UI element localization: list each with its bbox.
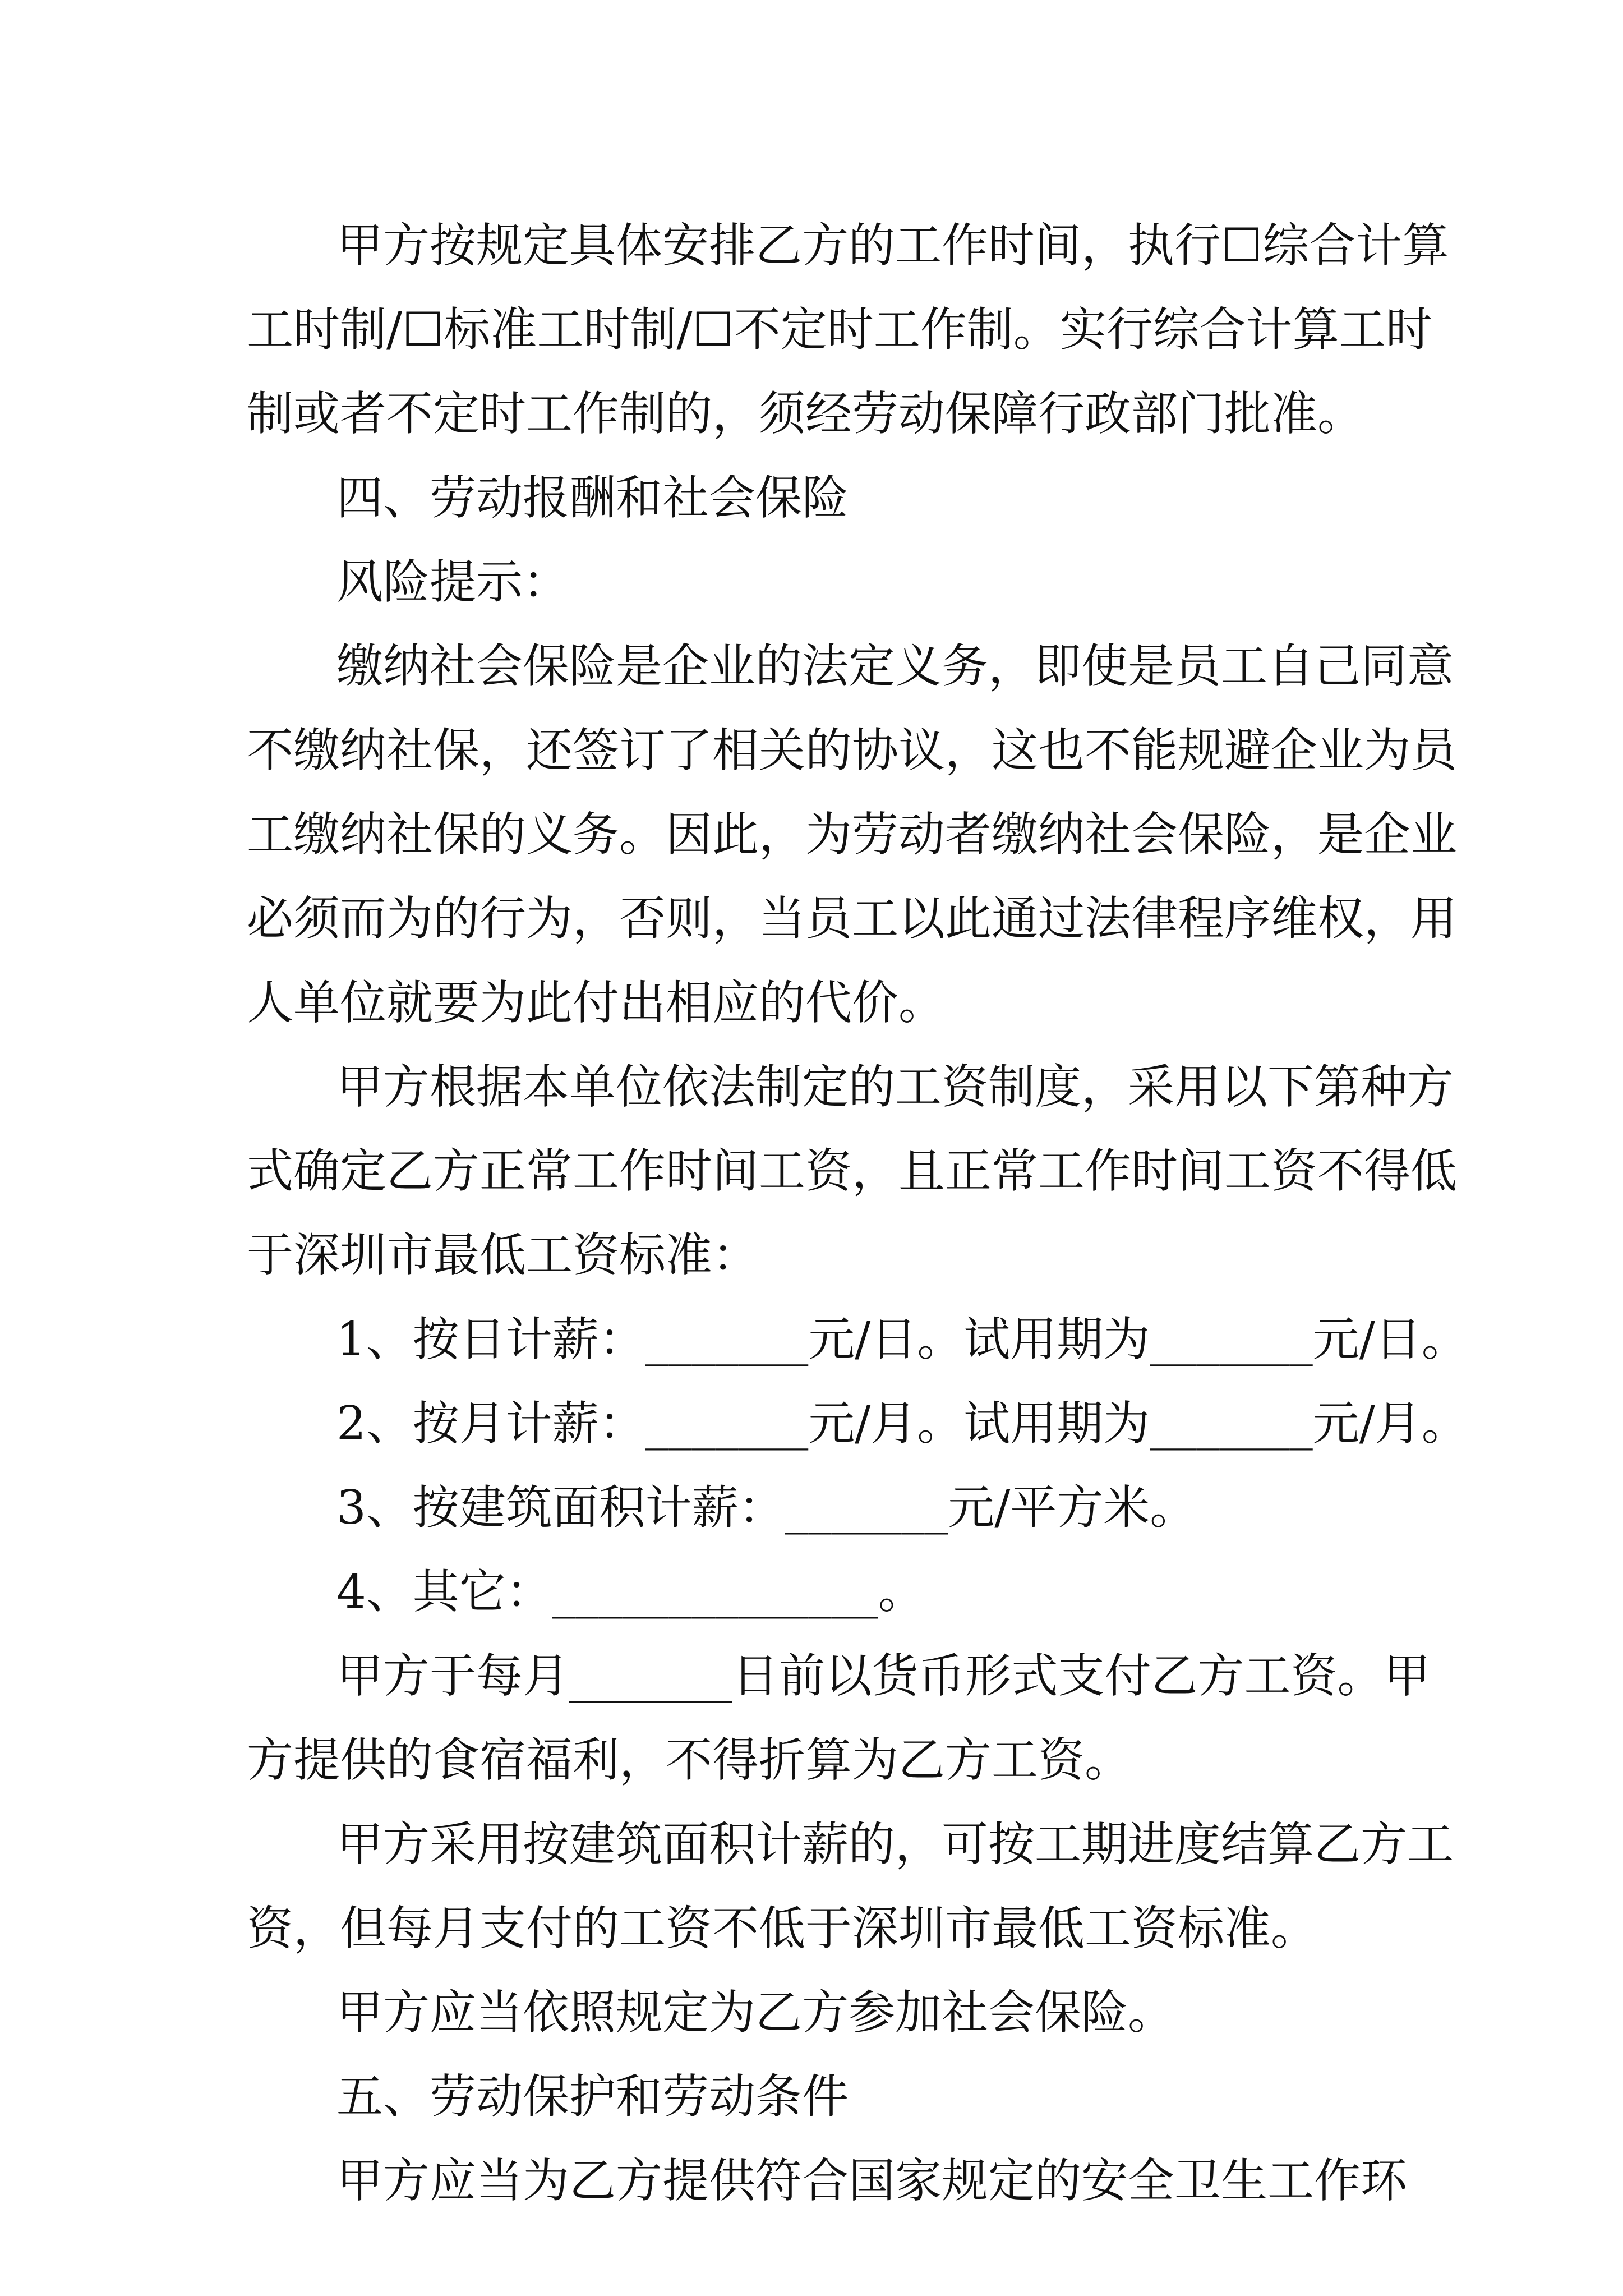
paragraph-wage-system-line-3: 于深圳市最低工资标准：: [247, 1228, 759, 1282]
paragraph-risk-line-1: 缴纳社会保险是企业的法定义务，即使是员工自己同意: [336, 639, 1454, 693]
section-heading-labor-protection: 五、劳动保护和劳动条件: [336, 2069, 849, 2124]
paragraph-area-pay-line-1: 甲方采用按建筑面积计薪的，可按工期进度结算乙方工: [336, 1817, 1454, 1871]
paragraph-working-hours-line-3: 制或者不定时工作制的，须经劳动保障行政部门批准。: [247, 386, 1364, 441]
paragraph-labor-protection-line-1: 甲方应当为乙方提供符合国家规定的安全卫生工作环: [336, 2154, 1407, 2208]
wage-option-monthly: 2、按月计薪：_______元/月。试用期为_______元/月。: [336, 1396, 1468, 1451]
paragraph-social-insurance: 甲方应当依照规定为乙方参加社会保险。: [336, 1985, 1174, 2040]
paragraph-working-hours-line-1: 甲方按规定具体安排乙方的工作时间，执行☐综合计算: [336, 218, 1449, 273]
paragraph-risk-line-4: 必须而为的行为，否则，当员工以此通过法律程序维权，用: [247, 891, 1457, 946]
paragraph-working-hours-line-2: 工时制/☐标准工时制/☐不定时工作制。实行综合计算工时: [247, 302, 1432, 357]
section-heading-remuneration: 四、劳动报酬和社会保险: [336, 471, 849, 525]
paragraph-wage-system-line-2: 式确定乙方正常工作时间工资，且正常工作时间工资不得低: [247, 1144, 1457, 1198]
wage-option-area: 3、按建筑面积计薪：_______元/平方米。: [336, 1480, 1197, 1535]
paragraph-risk-line-3: 工缴纳社保的义务。因此，为劳动者缴纳社会保险，是企业: [247, 807, 1457, 862]
paragraph-pay-date-line-1: 甲方于每月_______日前以货币形式支付乙方工资。甲: [336, 1649, 1431, 1703]
risk-notice-label: 风险提示：: [336, 555, 569, 609]
paragraph-pay-date-line-2: 方提供的食宿福利，不得折算为乙方工资。: [247, 1733, 1131, 1787]
paragraph-wage-system-line-1: 甲方根据本单位依法制定的工资制度，采用以下第种方: [336, 1060, 1454, 1114]
wage-option-daily: 1、按日计薪：_______元/日。试用期为_______元/日。: [336, 1312, 1468, 1366]
paragraph-area-pay-line-2: 资，但每月支付的工资不低于深圳市最低工资标准。: [247, 1901, 1317, 1955]
wage-option-other: 4、其它：______________。: [336, 1565, 925, 1619]
paragraph-risk-line-5: 人单位就要为此付出相应的代价。: [247, 976, 945, 1030]
paragraph-risk-line-2: 不缴纳社保，还签订了相关的协议，这也不能规避企业为员: [247, 723, 1457, 777]
